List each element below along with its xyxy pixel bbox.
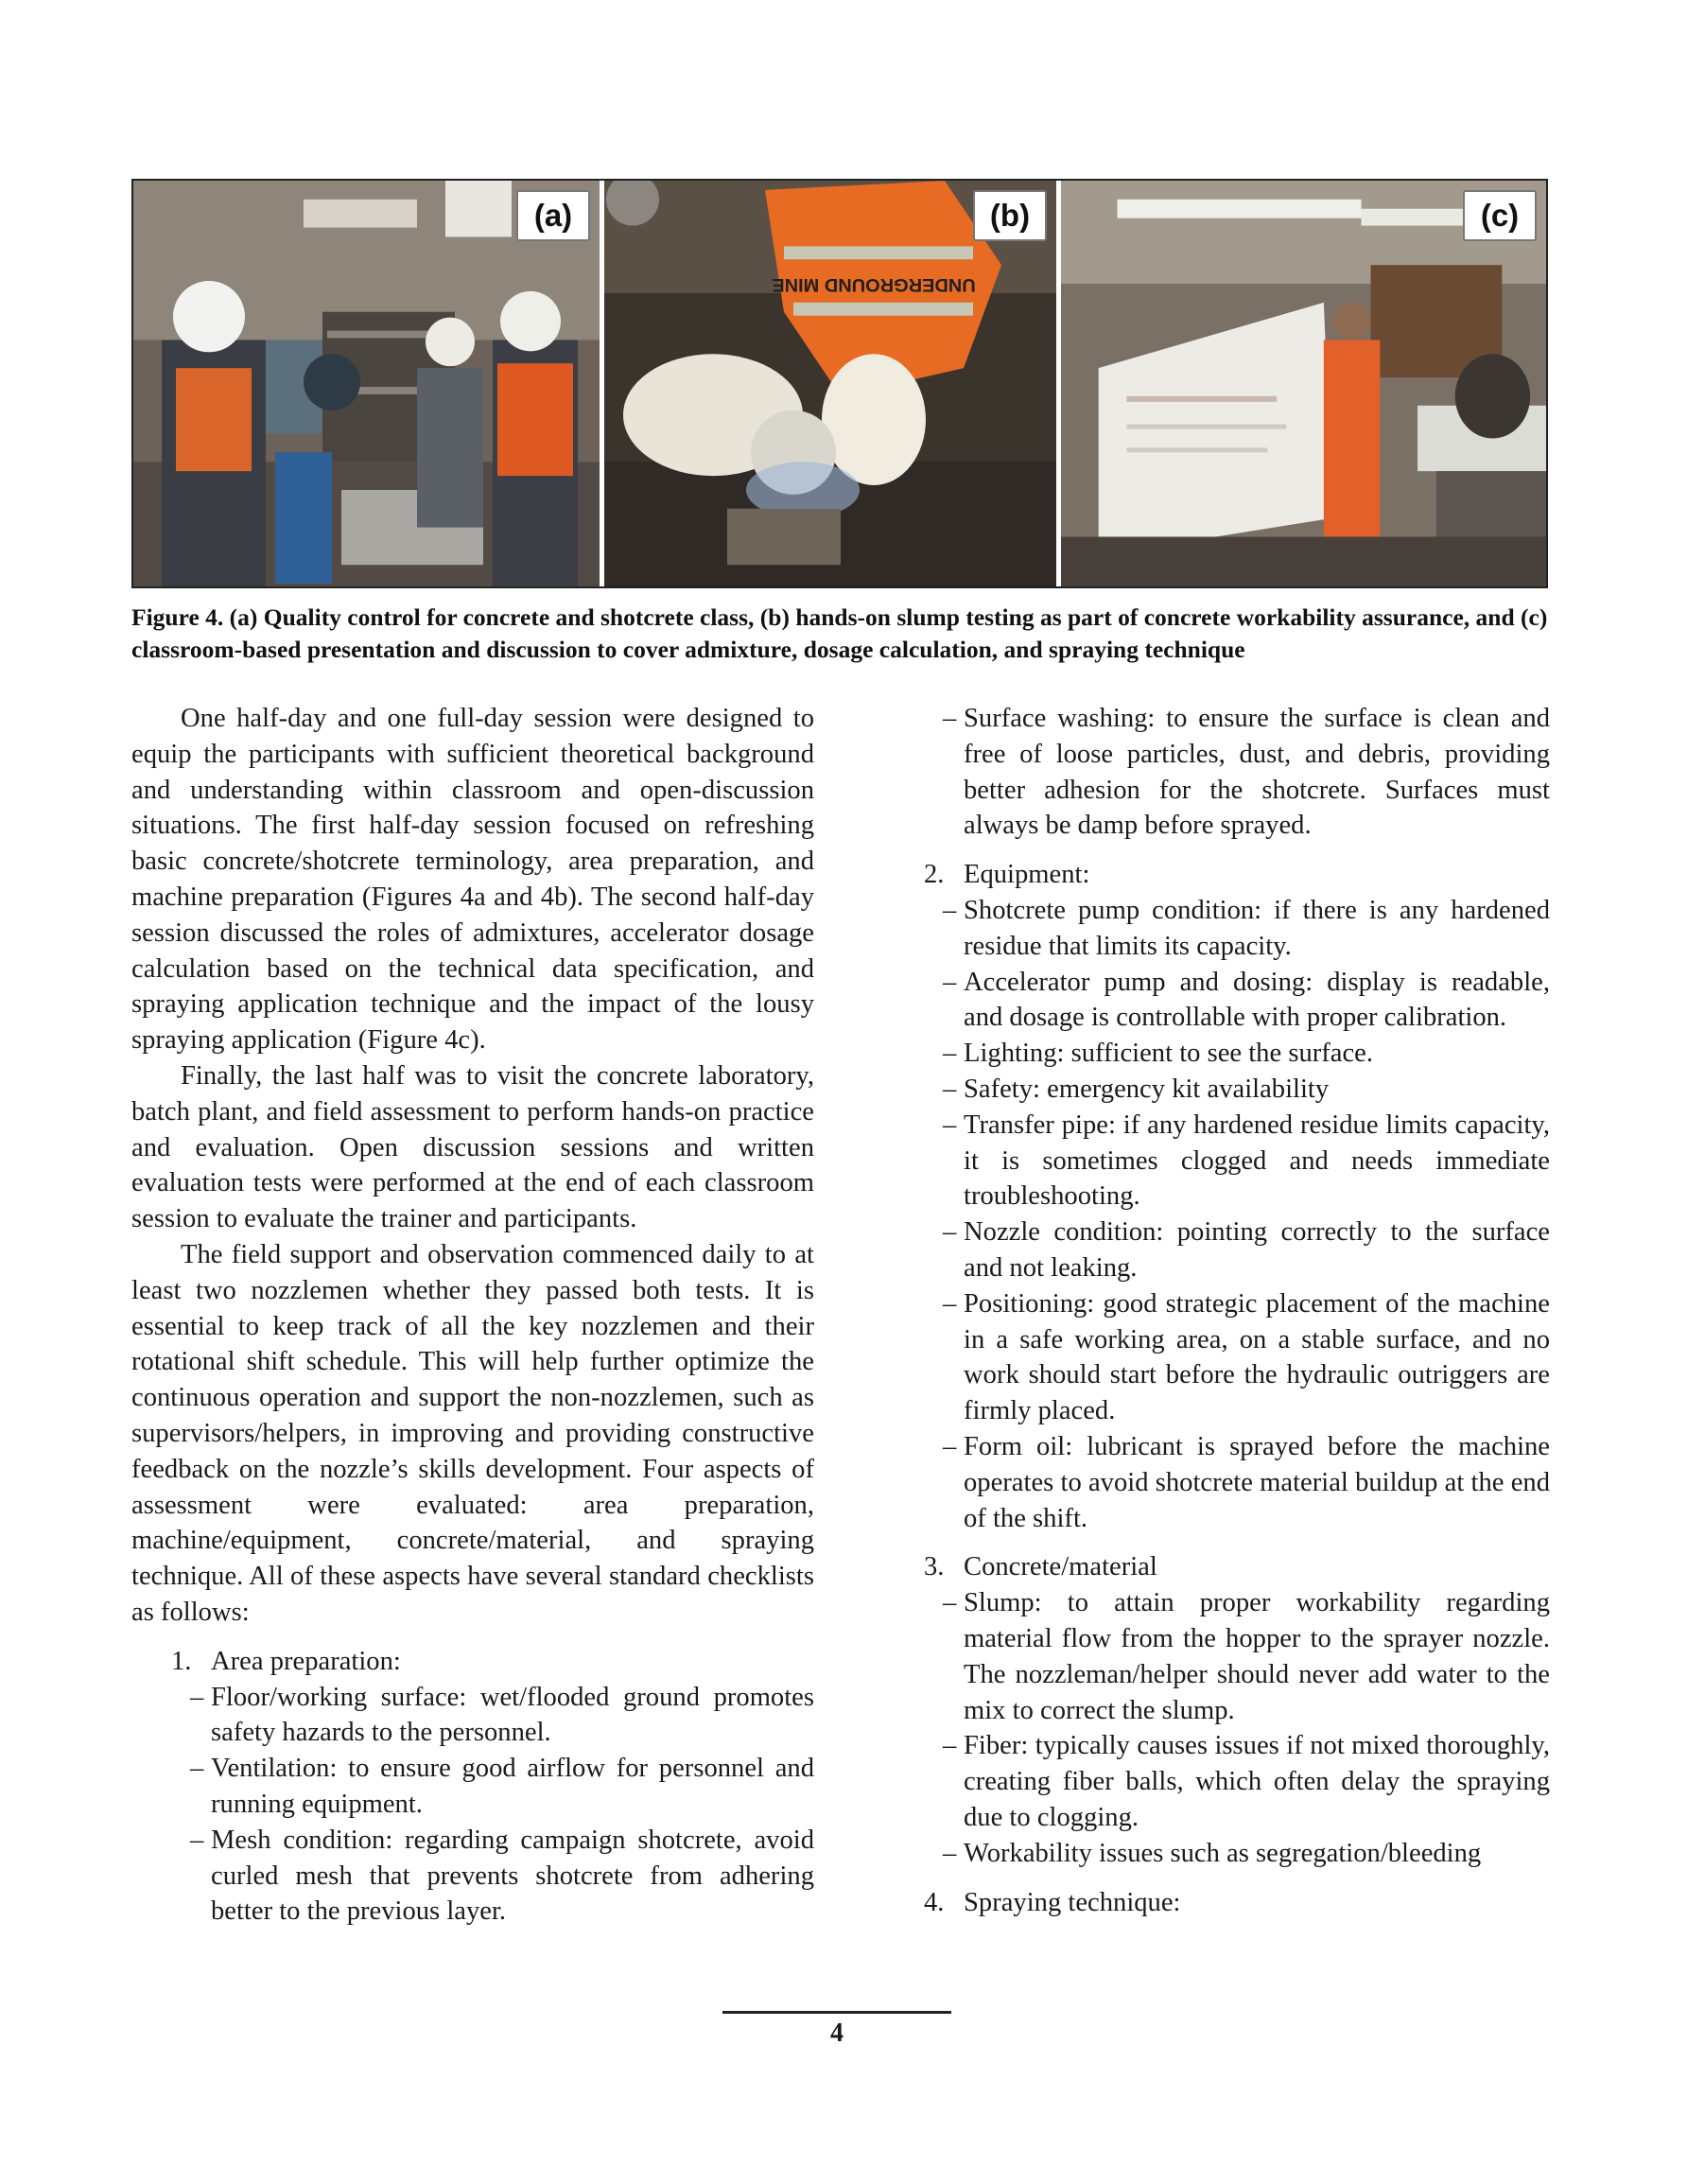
photo-slump-testing — [604, 181, 1056, 586]
list-item: – Accelerator pump and dosing: display is readable, and dosage is controllable with proper calibration. — [943, 967, 1550, 1033]
list-item: – Form oil: lubricant is sprayed before the machine operates to avoid shotcrete material buildup at the end of the shift. — [943, 1431, 1550, 1533]
checklist — [171, 1644, 814, 1930]
list-number: 4. — [924, 1887, 945, 1917]
list-item: – Floor/working surface: wet/flooded ground promotes safety hazards to the personnel. — [190, 1682, 814, 1748]
list-title: Area preparation: — [211, 1646, 401, 1676]
list-item: – Lighting: sufficient to see the surface. — [943, 1039, 1374, 1069]
checklist-continued — [924, 701, 1550, 1920]
checklist-area-preparation — [171, 1644, 814, 1930]
figure-caption: Figure 4. (a) Quality control for concrete and shotcrete class, (b) hands-on slump testing as part of concrete workability assurance, and (c) classroom-based presentation and discussion to cover admixture, dosage calculation, and spraying technique — [131, 603, 1548, 663]
panel-label-a: (a) — [516, 190, 590, 241]
list-item: – Surface washing: to ensure the surface is clean and free of loose particles, dust, and debris, providing better adhesion for the shotcrete. Surfaces must always be damp before sprayed. — [943, 704, 1550, 841]
list-item: – Positioning: good strategic placement of the machine in a safe working area, on a stable surface, and no work should start before the hydraulic outriggers are firmly placed. — [943, 1288, 1550, 1426]
list-item: – Safety: emergency kit availability — [943, 1074, 1330, 1104]
checklist-equipment — [924, 857, 1550, 1536]
paragraph-2: Finally, the last half was to visit the concrete laboratory, batch plant, and field assessment to perform hands-on practice and evaluation. Open discussion sessions and written evaluation tests were performed at the end of each classroom session to evaluate the trainer and participants. — [131, 1060, 814, 1234]
list-title: Equipment: — [964, 860, 1090, 890]
paragraph-3: The field support and observation commenced daily to at least two nozzlemen whether they passed both tests. It is essential to keep track of all the key nozzlemen and their rotational shift schedule. This will help further optimize the continuous operation and support the non-nozzlemen, such as supervisors/helpers, in improving and providing constructive feedback on the nozzle’s skills development. Four aspects of assessment were evaluated: area preparation, machine/equipment, concrete/material, and spraying technique. All of these aspects have several standard checklists as follows: — [131, 1239, 814, 1627]
list-title: Spraying technique: — [964, 1887, 1181, 1917]
checklist-concrete-material — [924, 1549, 1550, 1871]
checklist-spraying-technique — [924, 1885, 1550, 1921]
figure-panel-b — [600, 181, 1056, 586]
sub-list — [943, 1585, 1550, 1871]
sub-list — [943, 893, 1550, 1536]
footer-rule — [722, 2011, 951, 2014]
list-item: – Mesh condition: regarding campaign shotcrete, avoid curled mesh that prevents shotcrete from adhering better to the previous layer. — [190, 1825, 814, 1927]
list-item: – Workability issues such as segregation/bleeding — [943, 1838, 1482, 1868]
panel-label-b: (b) — [973, 190, 1047, 241]
photo-quality-control-lab — [133, 181, 600, 586]
list-item: – Transfer pipe: if any hardened residue limits capacity, it is sometimes clogged and needs immediate troubleshooting. — [943, 1109, 1550, 1212]
list-item: – Fiber: typically causes issues if not mixed thoroughly, creating fiber balls, which often delay the spraying due to clogging. — [943, 1731, 1550, 1832]
photo-classroom-presentation — [1061, 181, 1546, 586]
figure-panel-a — [133, 181, 600, 586]
right-column — [924, 701, 1550, 1933]
paragraph-1: One half-day and one full-day session were designed to equip the participants with sufficient theoretical background and understanding within classroom and open-discussion situations. The first half-day session focused on refreshing basic concrete/shotcrete terminology, area preparation, and machine preparation (Figures 4a and 4b). The second half-day session discussed the roles of admixtures, accelerator dosage calculation based on the technical data specification, and spraying application technique and the impact of the lousy spraying application (Figure 4c). — [131, 704, 814, 1056]
left-column — [131, 701, 814, 1943]
list-item: – Shotcrete pump condition: if there is any hardened residue that limits its capacity. — [943, 895, 1550, 961]
list-item: – Ventilation: to ensure good airflow for personnel and running equipment. — [190, 1754, 814, 1819]
page-number: 4 — [830, 2018, 844, 2048]
list-number: 3. — [924, 1552, 945, 1582]
list-number: 2. — [924, 860, 945, 890]
vest-lettering: UNDERGROUND MINE — [772, 274, 976, 295]
sub-list — [943, 701, 1550, 844]
list-number: 1. — [171, 1646, 192, 1676]
sub-list — [190, 1680, 814, 1931]
list-item: – Slump: to attain proper workability regarding material flow from the hopper to the sprayer nozzle. The nozzleman/helper should never add water to the mix to correct the slump. — [943, 1588, 1550, 1725]
list-title: Concrete/material — [964, 1552, 1157, 1582]
panel-label-c: (c) — [1463, 190, 1537, 241]
figure-panel-c — [1056, 181, 1546, 586]
figure-4 — [131, 179, 1548, 588]
checklist-area-preparation-continued — [924, 701, 1550, 844]
list-item: – Nozzle condition: pointing correctly to the surface and not leaking. — [943, 1217, 1550, 1283]
